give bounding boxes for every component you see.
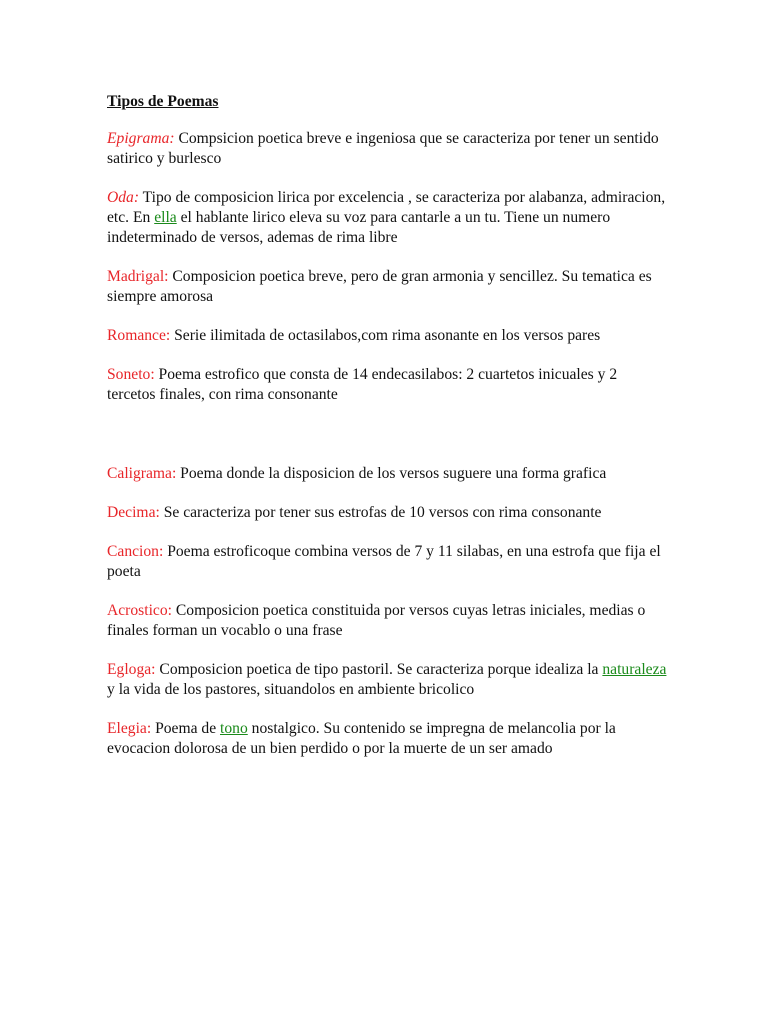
entry-soneto	[107, 365, 667, 405]
definition-oda-part-1: Tipo de composicion lirica por excelencia , se caracteriza por alabanza, admiracion, etc. En	[107, 189, 666, 226]
definition-cancion: Poema estroficoque combina versos de 7 y 11 silabas, en una estrofa que fija el poeta	[107, 543, 661, 580]
term-cancion: Cancion:	[107, 543, 164, 560]
entry-madrigal	[107, 267, 667, 307]
entry-acrostico	[107, 601, 667, 641]
link-ella[interactable]: ella	[154, 209, 177, 226]
definition-caligrama: Poema donde la disposicion de los versos suguere una forma grafica	[176, 465, 607, 482]
entry-egloga	[107, 660, 667, 700]
term-elegia: Elegia:	[107, 720, 152, 737]
term-caligrama: Caligrama:	[107, 465, 177, 482]
definition-decima: Se caracteriza por tener sus estrofas de 10 versos con rima consonante	[159, 504, 602, 521]
term-decima: Decima:	[107, 504, 160, 521]
term-egloga: Egloga:	[107, 661, 156, 678]
entry-caligrama	[107, 464, 667, 484]
entry-romance	[107, 326, 667, 346]
entry-cancion	[107, 542, 667, 582]
term-madrigal: Madrigal:	[107, 268, 169, 285]
document-body	[107, 92, 667, 778]
definition-romance: Serie ilimitada de octasilabos,com rima asonante en los versos pares	[170, 327, 601, 344]
definition-elegia-part-2: nostalgico. Su contenido se impregna de melancolia por la evocacion dolorosa de un bien perdido o por la muerte de un ser amado	[107, 720, 616, 757]
entry-decima	[107, 503, 667, 523]
definition-madrigal: Composicion poetica breve, pero de gran armonia y sencillez. Su tematica es siempre amorosa	[107, 268, 652, 305]
term-acrostico: Acrostico:	[107, 602, 172, 619]
term-soneto: Soneto:	[107, 366, 155, 383]
link-tono[interactable]: tono	[220, 720, 248, 737]
document-title: Tipos de Poemas	[107, 93, 219, 110]
definition-elegia-part-1: Poema de	[151, 720, 221, 737]
term-epigrama: Epigrama:	[107, 130, 175, 147]
definition-epigrama: Compsicion poetica breve e ingeniosa que se caracteriza por tener un sentido satirico y burlesco	[107, 130, 659, 167]
definition-egloga-part-1: Composicion poetica de tipo pastoril. Se caracteriza porque idealiza la	[155, 661, 603, 678]
definition-oda-part-2: el hablante lirico eleva su voz para cantarle a un tu. Tiene un numero indeterminado de versos, ademas de rima libre	[107, 209, 611, 246]
definition-soneto: Poema estrofico que consta de 14 endecasilabos: 2 cuartetos inicuales y 2 tercetos finales, con rima consonante	[107, 366, 618, 403]
definition-acrostico: Composicion poetica constituida por versos cuyas letras iniciales, medias o finales forman un vocablo o una frase	[107, 602, 646, 639]
definition-egloga-part-2: y la vida de los pastores, situandolos en ambiente bricolico	[107, 681, 475, 698]
entry-elegia	[107, 719, 667, 759]
entry-oda	[107, 188, 667, 248]
term-oda: Oda:	[107, 189, 140, 206]
entry-epigrama	[107, 129, 667, 169]
term-romance: Romance:	[107, 327, 171, 344]
link-naturaleza[interactable]: naturaleza	[602, 661, 667, 678]
